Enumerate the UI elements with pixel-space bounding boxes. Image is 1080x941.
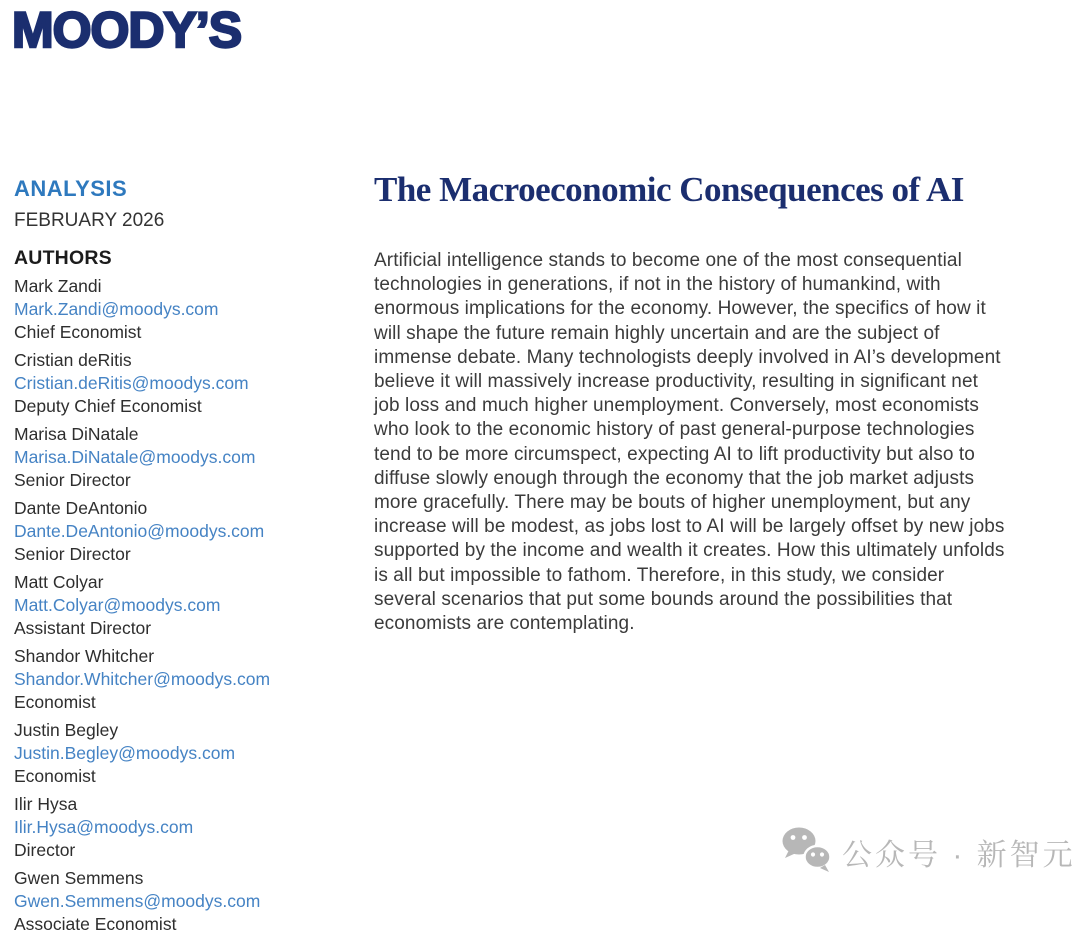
wechat-icon [780,826,832,878]
author-entry [14,349,364,418]
author-name: Marisa DiNatale [14,424,139,444]
author-name: Dante DeAntonio [14,498,148,518]
author-name: Ilir Hysa [14,794,78,814]
author-entry [14,275,364,344]
author-name: Gwen Semmens [14,868,144,888]
author-email-link[interactable]: Dante.DeAntonio@moodys.com [14,521,265,541]
author-name: Matt Colyar [14,572,104,592]
moodys-logo: MOODY’S [12,2,242,58]
author-email-link[interactable]: Ilir.Hysa@moodys.com [14,817,194,837]
author-job-title: Economist [14,692,96,712]
author-entry [14,793,364,862]
author-name: Justin Begley [14,720,119,740]
author-job-title: Director [14,840,76,860]
author-job-title: Chief Economist [14,322,142,342]
author-email-link[interactable]: Mark.Zandi@moodys.com [14,299,219,319]
author-job-title: Deputy Chief Economist [14,396,202,416]
author-job-title: Economist [14,766,96,786]
authors-list [14,275,364,936]
author-entry [14,497,364,566]
analysis-section-label: ANALYSIS [14,176,128,201]
page-title: The Macroeconomic Consequences of AI [374,170,964,209]
author-email-link[interactable]: Gwen.Semmens@moodys.com [14,891,261,911]
watermark-text: 公众号 · 新智元 [842,839,1076,872]
author-email-link[interactable]: Justin.Begley@moodys.com [14,743,236,763]
author-entry [14,645,364,714]
author-job-title: Senior Director [14,470,131,490]
authors-heading: AUTHORS [14,247,112,269]
body-paragraph: Artificial intelligence stands to become one of the most consequential technologies in generations, if not in the history of humankind, with enormous implications for the economy. However, the specifics of how it will shape the future remain highly uncertain and are the subject of immense debate. Many technologists deeply involved in AI’s development believe it will massively increase productivity, resulting in significant net job loss and much higher unemployment. Conversely, most economists who look to the economic history of past general-purpose technologies tend to be more circumspect, expecting AI to lift productivity but also to diffuse slowly enough through the economy that the job market adjusts more gracefully. There may be bouts of higher unemployment, but any increase will be modest, as jobs lost to AI will be largely offset by new jobs supported by the income and wealth it creates. How this ultimately unfolds is all but impossible to fathom. Therefore, in this study, we consider several scenarios that put some bounds around the possibilities that economists are contemplating. [374,250,1005,635]
author-job-title: Senior Director [14,544,131,564]
author-name: Mark Zandi [14,276,102,296]
author-name: Shandor Whitcher [14,646,155,666]
publication-date: FEBRUARY 2026 [14,210,165,231]
author-entry [14,423,364,492]
author-entry [14,719,364,788]
watermark [780,826,1076,878]
author-email-link[interactable]: Shandor.Whitcher@moodys.com [14,669,271,689]
author-entry [14,867,364,936]
author-email-link[interactable]: Matt.Colyar@moodys.com [14,595,221,615]
author-job-title: Associate Economist [14,914,177,934]
author-entry [14,571,364,640]
author-name: Cristian deRitis [14,350,132,370]
author-job-title: Assistant Director [14,618,152,638]
sidebar [14,176,364,941]
author-email-link[interactable]: Marisa.DiNatale@moodys.com [14,447,256,467]
author-email-link[interactable]: Cristian.deRitis@moodys.com [14,373,249,393]
